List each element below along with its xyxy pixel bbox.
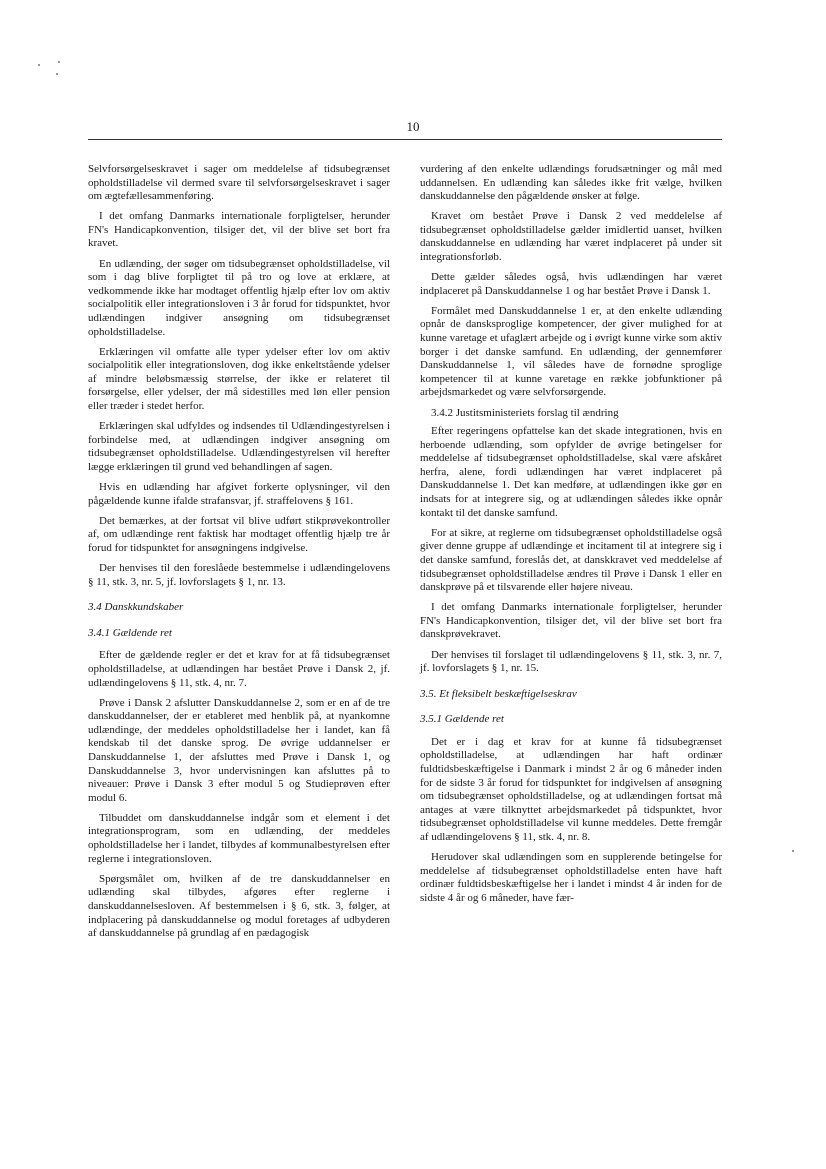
paragraph: Det er i dag et krav for at kunne få tidsubegrænset opholdstilladelse, at udlændingen har haft ordinær fuldtidsbeskæftigelse i Danmark i mindst 2 år og 6 måneder inden for de sidste 3 år forud for tidspunktet for indgivelsen af ansøgning om tidsubegrænset opholdstilladelse, og at udlændingen fortsat må antages at være tilknyttet arbejdsmarkedet på tidspunktet, hvor tidsubegrænset opholdstilladelse vil kunne meddeles. Dette fremgår af udlændingelovens § 11, stk. 4, nr. 8. [420, 735, 722, 844]
paragraph: I det omfang Danmarks internationale forpligtelser, herunder FN's Handicapkonvention, tilsiger det, vil der blive set bort fra danskprøvekravet. [420, 601, 722, 641]
paragraph: En udlænding, der søger om tidsubegrænset opholdstilladelse, vil som i dag blive forpligtet til på tro og love at erklære, at vedkommende ikke har modtaget offentlig hjælp efter lov om aktiv socialpolitik eller integrationsloven i 3 år forud for tidspunktet, hvor udlændingen indgiver ansøgning om tidsubegrænset opholdstilladelse. [88, 257, 390, 338]
paragraph: Der henvises til forslaget til udlændingelovens § 11, stk. 3, nr. 7, jf. lovforslagets § 1, nr. 15. [420, 648, 722, 675]
paragraph: Tilbuddet om danskuddannelse indgår som et element i det integrationsprogram, som en udlænding, der meddeles opholdstilladelse her i landet, tilbydes af kommunalbestyrelsen efter reglerne i integrationsloven. [88, 811, 390, 865]
paragraph: Formålet med Danskuddannelse 1 er, at den enkelte udlænding opnår de dansksproglige kompetencer, der giver mulighed for at kunne varetage et ufaglært arbejde og i øvrigt kunne virke som aktiv borger i det danske samfund. En udlænding, der gennemfører Danskuddannelse 1, vil således have de fornødne sproglige kompetencer til at kunne varetage en række jobfunktioner på arbejdsmarkedet og være selvforsørgende. [420, 304, 722, 399]
paragraph: Dette gælder således også, hvis udlændingen har været indplaceret på Danskuddannelse 1 og har bestået Prøve i Dansk 1. [420, 271, 722, 297]
paragraph: Kravet om bestået Prøve i Dansk 2 ved meddelelse af tidsubegrænset opholdstilladelse gælder imidlertid uanset, hvilken danskuddannelse en udlænding har været indplaceret på under sit integrationsforløb. [420, 210, 722, 264]
scan-speck [58, 61, 60, 63]
paragraph: vurdering af den enkelte udlændings forudsætninger og mål med uddannelsen. En udlænding kan således ikke frit vælge, hvilken danskuddannelse den pågældende ønsker at følge. [420, 163, 722, 203]
right-text-column [420, 163, 722, 912]
paragraph: Det bemærkes, at der fortsat vil blive udført stikprøvekontroller af, om udlændinge rent faktisk har modtaget offentlig hjælp tre år forud for tidspunktet for ansøgningens indgivelse. [88, 514, 390, 554]
section-heading: 3.5. Et fleksibelt beskæftigelseskrav [420, 687, 577, 700]
header-rule [88, 139, 722, 140]
paragraph: Efter regeringens opfattelse kan det skade integrationen, hvis en herboende udlænding, som opfylder de øvrige betingelser for meddelelse af tidsubegrænset opholdstilladelse, skal være afskåret herfra, alene, fordi udlændingen har været indplaceret på Danskuddannelse 1. Det kan medføre, at udlændingen ikke gør en indsats for at integrere sig, og at udlændingen således ikke opnår kontakt til det danske samfund. [420, 425, 722, 519]
section-heading: 3.5.1 Gældende ret [420, 713, 504, 726]
paragraph: Prøve i Dansk 2 afslutter Danskuddannelse 2, som er en af de tre danskuddannelser, der er etableret med henblik på, at nyankomne udlændinge, der meddeles opholdstilladelse her i landet, kan få kendskab til det danske sprog. De øvrige uddannelser er Danskuddannelse 1, der afsluttes med Prøve i Dansk 1, og Danskuddannelse 3, hvor undervisningen kan afsluttes på to niveauer: Prøve i Dansk 3 efter modul 5 og Studieprøven efter modul 6. [88, 696, 390, 804]
paragraph: I det omfang Danmarks internationale forpligtelser, herunder FN's Handicapkonvention, tilsiger det, vil der blive set bort fra kravet. [88, 210, 390, 250]
paragraph: Herudover skal udlændingen som en supplerende betingelse for meddelelse af tidsubegrænset opholdstilladelse enten have haft ordinær fuldtidsbeskæftigelse her i landet i mindst 4 år inden for de sidste 4 år og 6 måneder, have fær- [420, 851, 722, 904]
section-heading: 3.4.2 Justitsministeriets forslag til ændring [431, 406, 619, 419]
page-number: 10 [406, 119, 420, 134]
paragraph: For at sikre, at reglerne om tidsubegrænset opholdstilladelse også giver denne gruppe af udlændinge et incitament til at integrere sig i det danske samfund, foreslås det, at danskkravet ved meddelelse af tidsubegrænset opholdstilladelse ændres til Prøve i Dansk 1 eller en danskprøve på et tilsvarende eller højere niveau. [420, 526, 722, 594]
paragraph: Erklæringen vil omfatte alle typer ydelser efter lov om aktiv socialpolitik eller integrationsloven, dog ikke enkeltstående ydelser af mindre beløbsmæssig størrelse, der ikke er relateret til forsørgelse, eller ydelser, der må sidestilles med løn eller pension eller træder i stedet herfor. [88, 345, 390, 412]
paragraph: Erklæringen skal udfyldes og indsendes til Udlændingestyrelsen i forbindelse med, at udlændingen indgiver ansøgning om tidsubegrænset opholdstilladelse. Udlændingestyrelsen vil herefter lægge erklæringen til grund ved behandlingen af sagen. [88, 420, 390, 473]
paragraph: Hvis en udlænding har afgivet forkerte oplysninger, vil den pågældende kunne ifalde strafansvar, jf. straffelovens § 161. [88, 480, 390, 507]
paragraph: Spørgsmålet om, hvilken af de tre danskuddannelser en udlænding skal tilbydes, afgøres efter reglerne i danskuddannelsesloven. Af bestemmelsen i § 6, stk. 3, følger, at indplacering på danskuddannelse og modul foretages af udbyderen af danskuddannelse på grundlag af en pædagogisk [88, 872, 390, 940]
scan-speck [56, 73, 58, 75]
left-text-column [88, 163, 390, 947]
paragraph: Efter de gældende regler er det et krav for at få tidsubegrænset opholdstilladelse, at udlændingen har bestået Prøve i Dansk 2, jf. udlændingelovens § 11, stk. 4, nr. 7. [88, 649, 390, 689]
section-heading: 3.4.1 Gældende ret [88, 626, 172, 639]
paragraph: Der henvises til den foreslåede bestemmelse i udlændingelovens § 11, stk. 3, nr. 5, jf. lovforslagets § 1, nr. 13. [88, 561, 390, 588]
scan-speck [38, 64, 40, 66]
section-heading: 3.4 Danskkundskaber [88, 601, 184, 614]
scan-speck [792, 850, 794, 852]
paragraph: Selvforsørgelseskravet i sager om meddelelse af tidsubegrænset opholdstilladelse vil dermed svare til selvforsørgelseskravet i sager om ægtefællesammenføring. [88, 163, 390, 203]
